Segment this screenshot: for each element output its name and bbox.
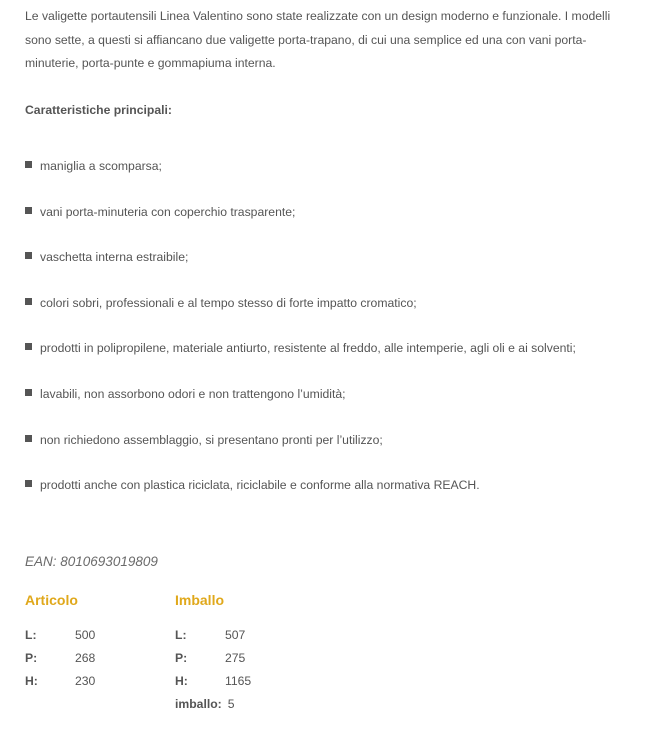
feature-text: prodotti in polipropilene, materiale antiurto, resistente al freddo, alle intemperie, agli oli e ai solventi;: [40, 341, 576, 356]
list-item: [25, 247, 645, 293]
dimension-row: [25, 647, 95, 670]
imballo-title: Imballo: [175, 592, 225, 608]
list-item: [25, 202, 645, 248]
dimension-label: L:: [175, 628, 187, 642]
square-bullet-icon: [25, 435, 32, 442]
dimension-label: P:: [25, 651, 38, 665]
dimension-value: 1165: [225, 674, 252, 688]
feature-text: colori sobri, professionali e al tempo stesso di forte impatto cromatico;: [40, 295, 417, 310]
ean-code: EAN: 8010693019809: [25, 554, 158, 569]
intro-paragraph: Le valigette portautensili Linea Valentino sono state realizzate con un design moderno e funzionale. I modelli sono sette, a questi si affiancano due valigette porta-trapano, di cui una semplice ed una con vani porta-minuterie, porta-punte e gommapiuma interna.: [25, 9, 611, 70]
dimension-row: [175, 670, 251, 693]
dimension-row: [25, 670, 95, 693]
dimension-row: [175, 624, 251, 647]
square-bullet-icon: [25, 207, 32, 214]
feature-text: maniglia a scomparsa;: [40, 159, 162, 173]
list-item: [25, 475, 645, 521]
square-bullet-icon: [25, 480, 32, 487]
feature-text: lavabili, non assorbono odori e non trattengono l’umidità;: [40, 386, 346, 401]
square-bullet-icon: [25, 161, 32, 168]
list-item: [25, 430, 645, 476]
dimension-value: 275: [225, 651, 246, 665]
square-bullet-icon: [25, 298, 32, 305]
feature-text: vaschetta interna estraibile;: [40, 250, 189, 265]
dimension-value: 268: [75, 651, 96, 665]
dimension-value: 5: [227, 697, 235, 711]
imballo-dimensions: [175, 590, 251, 716]
dimension-value: 230: [75, 674, 96, 688]
list-item: [25, 293, 645, 339]
dimension-label: L:: [25, 628, 37, 642]
square-bullet-icon: [25, 389, 32, 396]
feature-text: prodotti anche con plastica riciclata, riciclabile e conforme alla normativa REACH.: [40, 478, 480, 493]
dimension-row: [175, 693, 251, 716]
articolo-title: Articolo: [25, 592, 78, 608]
features-heading: Caratteristiche principali:: [25, 103, 172, 117]
list-item: [25, 338, 645, 384]
articolo-dimensions: [25, 590, 95, 693]
list-item: [25, 156, 645, 202]
dimension-row: [25, 624, 95, 647]
square-bullet-icon: [25, 252, 32, 259]
list-item: [25, 384, 645, 430]
square-bullet-icon: [25, 343, 32, 350]
dimension-label: imballo:: [175, 697, 222, 711]
dimension-row: [175, 647, 251, 670]
dimension-label: H:: [25, 674, 38, 688]
dimension-label: P:: [175, 651, 188, 665]
dimension-value: 507: [225, 628, 246, 642]
feature-text: non richiedono assemblaggio, si presentano pronti per l’utilizzo;: [40, 432, 383, 447]
dimension-label: H:: [175, 674, 188, 688]
feature-text: vani porta-minuteria con coperchio trasparente;: [40, 204, 296, 219]
features-list: [25, 156, 645, 521]
dimension-value: 500: [75, 628, 96, 642]
